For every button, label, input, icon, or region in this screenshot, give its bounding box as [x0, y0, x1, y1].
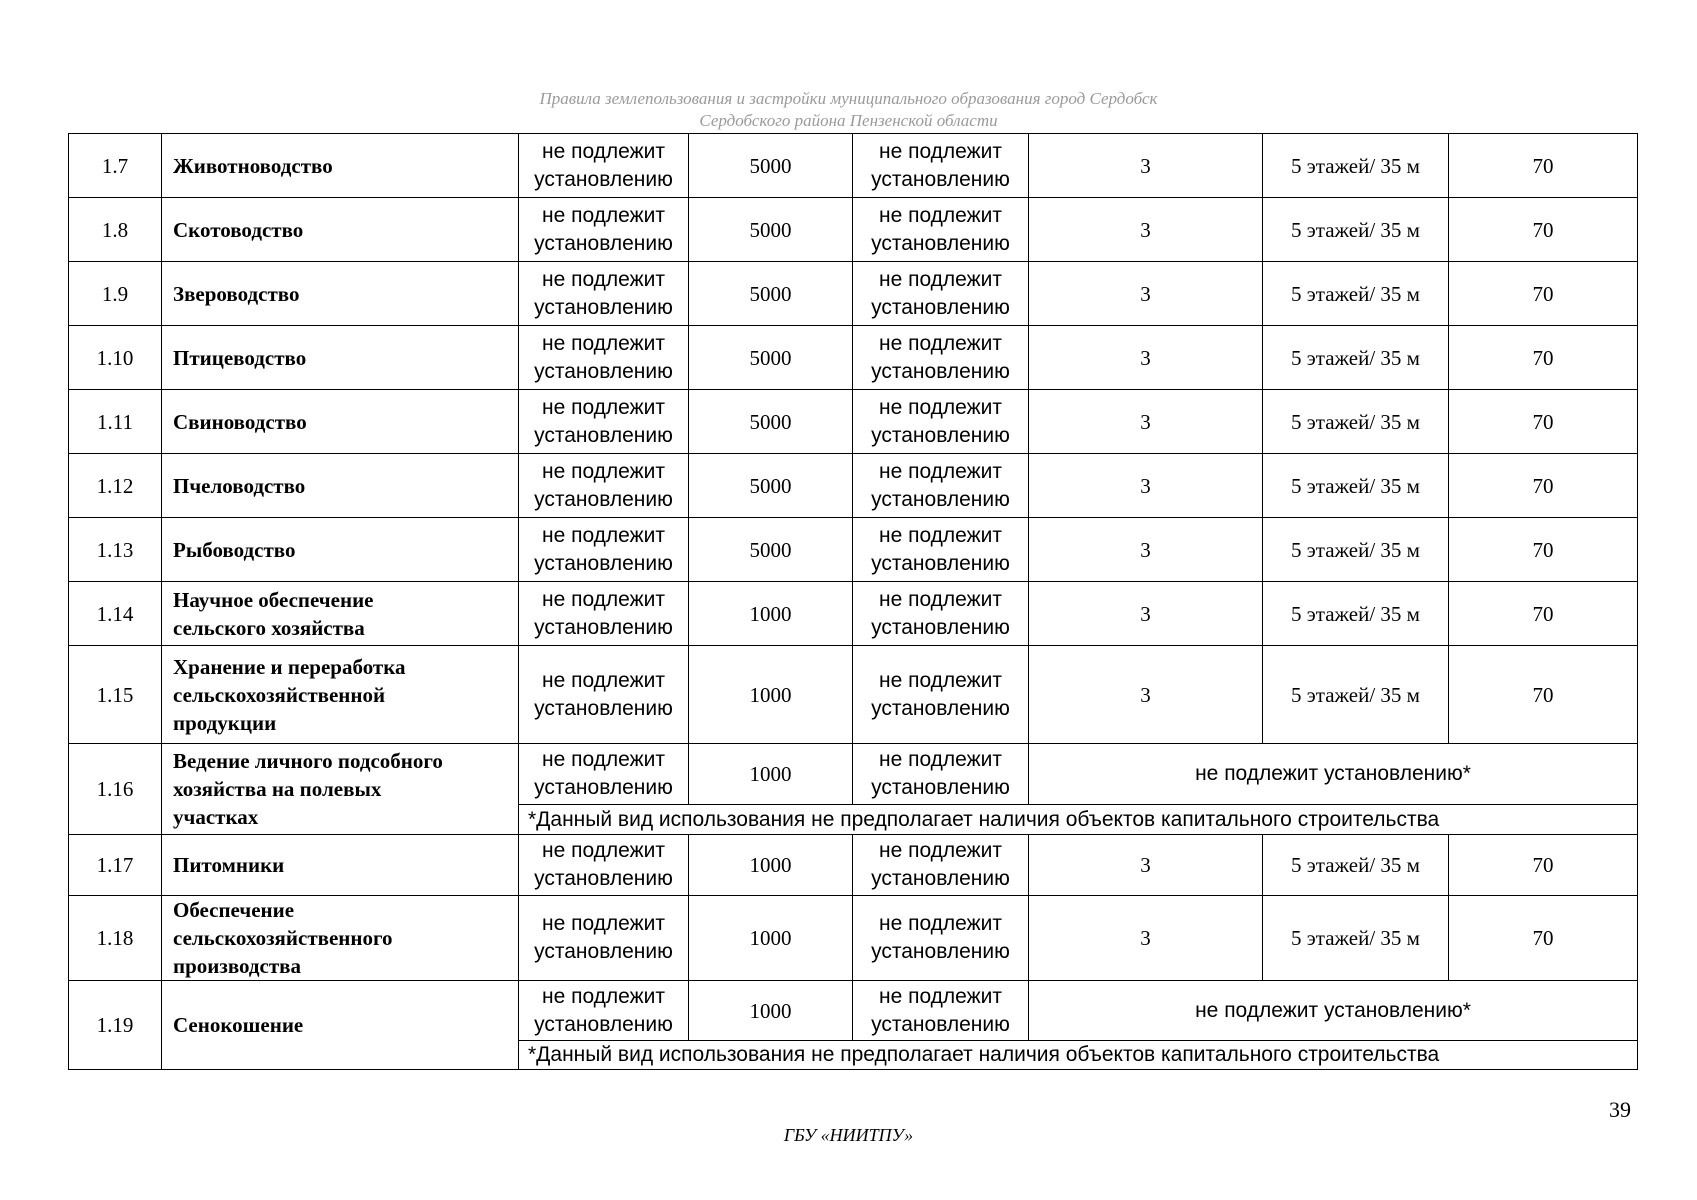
cell-text-line: установлению — [871, 359, 1010, 383]
setback-cell — [853, 326, 1029, 390]
cell-text-line: не подлежит — [541, 748, 666, 771]
cell-text-line: установлению — [534, 551, 673, 575]
use-type-name-line: Звероводство — [173, 281, 300, 306]
not-applicable-cell: не подлежит установлению* — [1029, 981, 1638, 1041]
coverage-percent-cell: 70 — [1449, 646, 1638, 744]
max-height-cell: 5 этажей/ 35 м — [1263, 896, 1449, 981]
use-type-name — [162, 518, 519, 582]
setback-cell — [853, 896, 1029, 981]
cell-text-line: не подлежит — [878, 459, 1003, 483]
table-row — [69, 518, 1638, 582]
max-area-cell: 5000 — [689, 198, 853, 262]
cell-text-line: установлению — [871, 776, 1010, 799]
cell-text-line: не подлежит — [878, 203, 1003, 227]
cell-text-line: установлению — [871, 295, 1010, 319]
max-area-cell: 5000 — [689, 454, 853, 518]
use-type-name — [162, 134, 519, 198]
coverage-percent-cell: 70 — [1449, 390, 1638, 454]
cell-text-line: установлению — [534, 776, 673, 799]
cell-text-line: установлению — [534, 696, 673, 720]
row-number: 1.8 — [69, 198, 162, 262]
min-area-cell — [519, 326, 689, 390]
row-number: 1.16 — [69, 744, 162, 835]
cell-text-line: не подлежит — [878, 139, 1003, 163]
use-type-name-line: сельскохозяйственной — [173, 682, 386, 707]
max-height-cell: 5 этажей/ 35 м — [1263, 390, 1449, 454]
floors-cell: 3 — [1029, 835, 1263, 896]
use-type-name-line: продукции — [173, 710, 277, 735]
setback-cell — [853, 518, 1029, 582]
cell-text-line: установлению — [871, 1012, 1010, 1036]
floors-cell: 3 — [1029, 454, 1263, 518]
row-number: 1.12 — [69, 454, 162, 518]
use-type-name-line: производства — [173, 954, 302, 978]
use-type-name-line: Научное обеспечение — [173, 587, 374, 612]
min-area-cell — [519, 198, 689, 262]
use-type-name — [162, 896, 519, 981]
use-type-name — [162, 744, 519, 835]
use-type-name-line: участках — [173, 805, 259, 829]
cell-text-line: установлению — [534, 867, 673, 890]
floors-cell: 3 — [1029, 646, 1263, 744]
coverage-percent-cell: 70 — [1449, 198, 1638, 262]
max-area-cell: 5000 — [689, 134, 853, 198]
floors-cell: 3 — [1029, 582, 1263, 646]
cell-text-line: не подлежит — [541, 139, 666, 163]
use-type-name — [162, 390, 519, 454]
row-number: 1.19 — [69, 981, 162, 1070]
table-row — [69, 390, 1638, 454]
use-type-name-line: Животноводство — [173, 153, 333, 178]
use-type-name — [162, 981, 519, 1070]
max-area-cell: 5000 — [689, 390, 853, 454]
use-type-name-line: Ведение личного подсобного — [173, 749, 443, 773]
coverage-percent-cell: 70 — [1449, 835, 1638, 896]
floors-cell: 3 — [1029, 198, 1263, 262]
max-area-cell: 5000 — [689, 326, 853, 390]
cell-text-line: установлению — [534, 295, 673, 319]
coverage-percent-cell: 70 — [1449, 454, 1638, 518]
min-area-cell — [519, 518, 689, 582]
use-type-name-line: Рыбоводство — [173, 537, 296, 562]
cell-text-line: установлению — [534, 359, 673, 383]
row-number: 1.13 — [69, 518, 162, 582]
cell-text-line: не подлежит — [878, 912, 1003, 935]
setback-cell — [853, 134, 1029, 198]
use-type-name-line: хозяйства на полевых — [173, 777, 382, 801]
cell-text-line: не подлежит — [541, 668, 666, 692]
min-area-cell — [519, 582, 689, 646]
max-height-cell: 5 этажей/ 35 м — [1263, 582, 1449, 646]
max-area-cell: 1000 — [689, 646, 853, 744]
floors-cell: 3 — [1029, 134, 1263, 198]
row-number: 1.9 — [69, 262, 162, 326]
floors-cell: 3 — [1029, 262, 1263, 326]
row-number: 1.10 — [69, 326, 162, 390]
use-type-name — [162, 582, 519, 646]
coverage-percent-cell: 70 — [1449, 896, 1638, 981]
use-type-name-line: Сенокошение — [173, 1013, 304, 1037]
cell-text-line: установлению — [871, 551, 1010, 575]
table-row — [69, 896, 1638, 981]
cell-text-line: не подлежит — [541, 459, 666, 483]
use-type-name-line: Скотоводство — [173, 217, 304, 242]
max-height-cell: 5 этажей/ 35 м — [1263, 134, 1449, 198]
max-height-cell: 5 этажей/ 35 м — [1263, 646, 1449, 744]
coverage-percent-cell: 70 — [1449, 262, 1638, 326]
setback-cell — [853, 262, 1029, 326]
row-number: 1.17 — [69, 835, 162, 896]
cell-text-line: не подлежит — [878, 984, 1003, 1008]
min-area-cell — [519, 744, 689, 805]
cell-text-line: не подлежит — [878, 587, 1003, 611]
max-area-cell: 1000 — [689, 582, 853, 646]
use-type-name — [162, 262, 519, 326]
cell-text-line: не подлежит — [541, 331, 666, 355]
setback-cell — [853, 454, 1029, 518]
use-type-name-line: Птицеводство — [173, 345, 307, 370]
table-row — [69, 744, 1638, 805]
cell-text-line: не подлежит — [541, 587, 666, 611]
cell-text-line: установлению — [534, 167, 673, 191]
min-area-cell — [519, 454, 689, 518]
use-type-name-line: сельскохозяйственного — [173, 926, 393, 950]
cell-text-line: установлению — [534, 615, 673, 639]
table-row — [69, 981, 1638, 1041]
setback-cell — [853, 390, 1029, 454]
setback-cell — [853, 198, 1029, 262]
cell-text-line: установлению — [871, 867, 1010, 890]
min-area-cell — [519, 134, 689, 198]
setback-cell — [853, 744, 1029, 805]
table-row — [69, 198, 1638, 262]
table-row — [69, 646, 1638, 744]
cell-text-line: не подлежит — [878, 523, 1003, 547]
cell-text-line: не подлежит — [878, 267, 1003, 291]
running-header — [0, 88, 1697, 132]
table-row — [69, 835, 1638, 896]
max-area-cell: 1000 — [689, 896, 853, 981]
cell-text-line: установлению — [871, 940, 1010, 963]
cell-text-line: не подлежит — [878, 748, 1003, 771]
floors-cell: 3 — [1029, 390, 1263, 454]
min-area-cell — [519, 981, 689, 1041]
floors-cell: 3 — [1029, 896, 1263, 981]
cell-text-line: не подлежит — [541, 523, 666, 547]
setback-cell — [853, 981, 1029, 1041]
cell-text-line: не подлежит — [541, 984, 666, 1008]
use-type-name-line: сельского хозяйства — [173, 615, 365, 640]
cell-text-line: не подлежит — [878, 668, 1003, 692]
cell-text-line: установлению — [871, 487, 1010, 511]
cell-text-line: установлению — [871, 167, 1010, 191]
coverage-percent-cell: 70 — [1449, 518, 1638, 582]
cell-text-line: не подлежит — [541, 267, 666, 291]
table-row — [69, 134, 1638, 198]
min-area-cell — [519, 835, 689, 896]
min-area-cell — [519, 262, 689, 326]
use-type-name-line: Обеспечение — [173, 898, 295, 922]
coverage-percent-cell: 70 — [1449, 134, 1638, 198]
use-type-name — [162, 198, 519, 262]
cell-text-line: не подлежит — [878, 839, 1003, 862]
cell-text-line: не подлежит — [878, 395, 1003, 419]
coverage-percent-cell: 70 — [1449, 326, 1638, 390]
max-height-cell: 5 этажей/ 35 м — [1263, 262, 1449, 326]
row-number: 1.7 — [69, 134, 162, 198]
max-height-cell: 5 этажей/ 35 м — [1263, 326, 1449, 390]
max-area-cell: 5000 — [689, 262, 853, 326]
use-type-name-line: Хранение и переработка — [173, 654, 406, 679]
max-height-cell: 5 этажей/ 35 м — [1263, 835, 1449, 896]
use-type-name-line: Свиноводство — [173, 409, 307, 434]
floors-cell: 3 — [1029, 518, 1263, 582]
page-footer: ГБУ «НИИТПУ» — [783, 1125, 914, 1145]
cell-text-line: не подлежит — [878, 331, 1003, 355]
max-area-cell: 1000 — [689, 981, 853, 1041]
max-height-cell: 5 этажей/ 35 м — [1263, 198, 1449, 262]
page-number: 39 — [1609, 1097, 1631, 1122]
cell-text-line: установлению — [534, 231, 673, 255]
floors-cell: 3 — [1029, 326, 1263, 390]
row-number: 1.18 — [69, 896, 162, 981]
row-number: 1.15 — [69, 646, 162, 744]
max-height-cell: 5 этажей/ 35 м — [1263, 518, 1449, 582]
cell-text-line: установлению — [534, 423, 673, 447]
use-type-name — [162, 835, 519, 896]
footnote-cell: *Данный вид использования не предполагает наличия объектов капитального строительства — [519, 805, 1638, 835]
land-use-table — [68, 133, 1638, 1070]
table-row — [69, 262, 1638, 326]
row-number: 1.14 — [69, 582, 162, 646]
cell-text-line: установлению — [534, 487, 673, 511]
table-row — [69, 582, 1638, 646]
cell-text-line: установлению — [871, 231, 1010, 255]
min-area-cell — [519, 896, 689, 981]
cell-text-line: не подлежит — [541, 912, 666, 935]
use-type-name — [162, 646, 519, 744]
cell-text-line: установлению — [534, 1012, 673, 1036]
table-row — [69, 326, 1638, 390]
cell-text-line: не подлежит — [541, 203, 666, 227]
use-type-name — [162, 326, 519, 390]
setback-cell — [853, 646, 1029, 744]
min-area-cell — [519, 390, 689, 454]
cell-text-line: установлению — [871, 615, 1010, 639]
max-area-cell: 5000 — [689, 518, 853, 582]
cell-text-line: не подлежит — [541, 839, 666, 862]
footnote-cell: *Данный вид использования не предполагает наличия объектов капитального строительства — [519, 1041, 1638, 1070]
min-area-cell — [519, 646, 689, 744]
cell-text-line: установлению — [871, 423, 1010, 447]
use-type-name-line: Пчеловодство — [173, 473, 306, 498]
max-area-cell: 1000 — [689, 835, 853, 896]
max-area-cell: 1000 — [689, 744, 853, 805]
use-type-name — [162, 454, 519, 518]
table-row — [69, 454, 1638, 518]
header-line-2: Сердобского района Пензенской области — [699, 111, 998, 130]
coverage-percent-cell: 70 — [1449, 582, 1638, 646]
setback-cell — [853, 835, 1029, 896]
max-height-cell: 5 этажей/ 35 м — [1263, 454, 1449, 518]
setback-cell — [853, 582, 1029, 646]
not-applicable-cell: не подлежит установлению* — [1029, 744, 1638, 805]
use-type-name-line: Питомники — [173, 853, 285, 877]
row-number: 1.11 — [69, 390, 162, 454]
header-line-1: Правила землепользования и застройки муниципального образования город Сердобск — [539, 89, 1158, 108]
cell-text-line: установлению — [871, 696, 1010, 720]
table-body — [69, 134, 1638, 1070]
cell-text-line: установлению — [534, 940, 673, 963]
cell-text-line: не подлежит — [541, 395, 666, 419]
